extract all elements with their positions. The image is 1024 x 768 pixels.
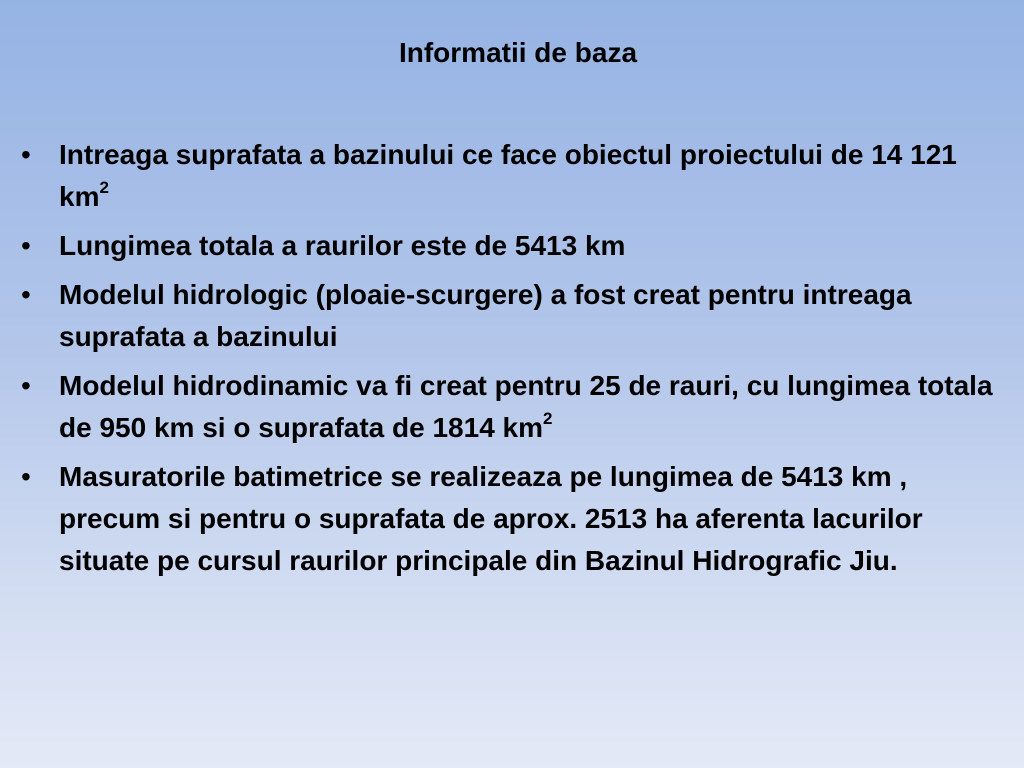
bullet-icon: •: [21, 370, 31, 401]
bullet-text: Masuratorile batimetrice se realizeaza pe lungimea de 5413 km , precum si pentru o suprafata de aprox. 2513 ha aferenta lacurilor situate pe cursul raurilor principale din Bazinul Hidrografic Jiu.: [59, 461, 923, 576]
bullet-icon: •: [21, 279, 31, 310]
superscript: 2: [543, 408, 553, 428]
bullet-item-hydrodynamic-model: [0, 365, 1010, 449]
bullet-text: Lungimea totala a raurilor este de 5413 km: [59, 230, 626, 261]
bullet-icon: •: [21, 139, 31, 170]
slide-title: Informatii de baza: [398, 37, 638, 68]
bullet-text: Modelul hidrologic (ploaie-scurgere) a fost creat pentru intreaga suprafata a bazinului: [59, 279, 912, 352]
bullet-item-total-area: [0, 134, 1010, 218]
bullet-icon: •: [21, 230, 31, 261]
bullet-list: [0, 134, 1010, 589]
bullet-item-hydrologic-model: [0, 274, 1010, 358]
bullet-item-bathymetric-measurements: [0, 456, 1010, 582]
bullet-text: Modelul hidrodinamic va fi creat pentru 25 de rauri, cu lungimea totala de 950 km si o suprafata de 1814 km: [59, 370, 993, 443]
bullet-item-river-length: [0, 225, 1010, 267]
superscript: 2: [99, 177, 109, 197]
bullet-icon: •: [21, 461, 31, 492]
bullet-text: Intreaga suprafata a bazinului ce face obiectul proiectului de 14 121 km: [59, 139, 957, 212]
